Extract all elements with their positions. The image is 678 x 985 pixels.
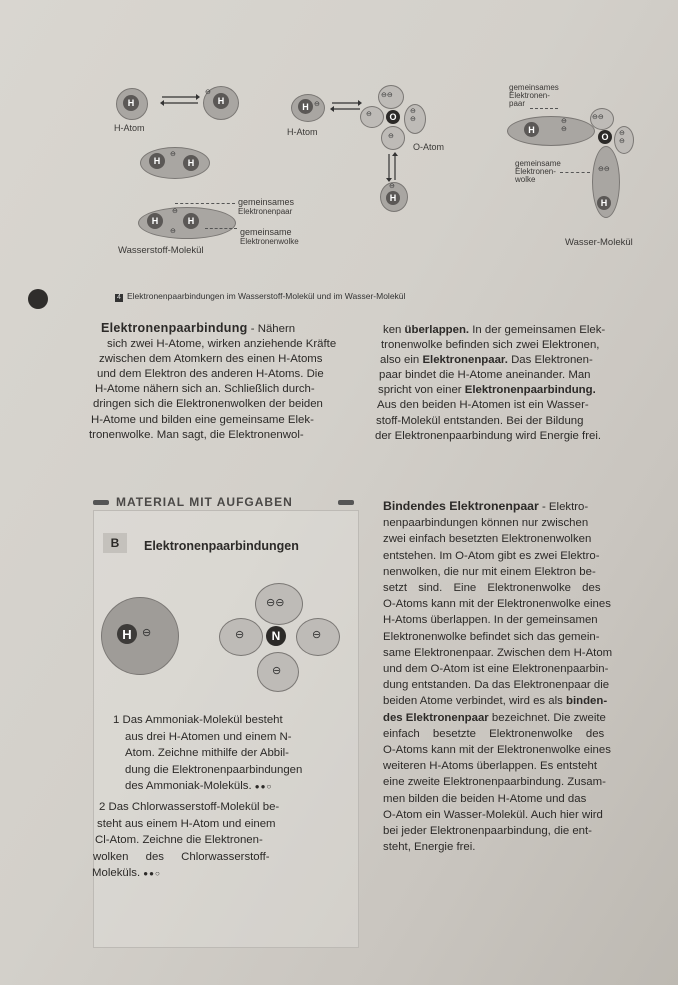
figure-number: 4 <box>115 294 123 302</box>
section-heading: Elektronenpaarbindung <box>101 321 248 335</box>
text-line: sich zwei H-Atome, wirken anziehende Kräfte <box>107 338 337 351</box>
leader-line <box>560 172 590 173</box>
electron-icon: ⊖ <box>172 208 178 215</box>
difficulty-indicator: ●●○ <box>254 782 273 791</box>
h-atom-nucleus: H <box>298 99 313 114</box>
electron-icon: ⊖ <box>170 151 176 158</box>
shared-cloud-label: gemeinsame Elektronenwolke <box>240 227 299 246</box>
material-heading-bar-right <box>338 500 354 505</box>
electron-icon: ⊖ ⊖ <box>619 130 625 145</box>
electron-icon: ⊖ <box>170 228 176 235</box>
h-atom-nucleus: H <box>213 93 229 109</box>
section-heading: Bindendes Elektronenpaar <box>383 499 539 513</box>
text-line: zwischen dem Atomkern des einen H-Atoms <box>99 353 323 366</box>
o-atom-label: O-Atom <box>413 142 445 152</box>
electron-icon: ⊖ <box>312 629 322 641</box>
material-box-tag: B <box>103 533 127 553</box>
electron-icon: ⊖ <box>235 629 245 641</box>
electron-icon: ⊖⊖ <box>592 114 604 121</box>
material-box-title: Elektronenpaarbindungen <box>144 539 299 553</box>
electron-icon: ⊖⊖ <box>598 166 610 173</box>
electron-icon: ⊖ <box>366 111 372 118</box>
h-electron-cloud <box>101 597 179 675</box>
hydrogen-molecule-label: Wasserstoff-Molekül <box>118 245 204 256</box>
leader-line <box>530 108 558 109</box>
h-atom-label: H-Atom <box>114 123 145 133</box>
o-atom-nucleus: O <box>598 130 612 144</box>
h-atom-nucleus: H <box>183 213 199 229</box>
electron-icon: ⊖ <box>205 89 211 96</box>
h-atom-nucleus: H <box>183 155 199 171</box>
text-line: tronenwolke. Man sagt, die Elektronenwol- <box>89 428 304 441</box>
water-shared-pair-label: gemeinsames Elektronen- paar <box>509 83 559 108</box>
h-atom-nucleus: H <box>524 122 539 137</box>
n-atom-nucleus: N <box>266 626 286 646</box>
electron-icon: ⊖ ⊖ <box>410 108 416 123</box>
right-body-text-bottom: Bindendes Elektronenpaar - Elektro- nenpaarbindungen können nur zwischen zwei einfach besetzten Elektronenwolken entstehen. Im O-Atom gibt es zwei Elektro- nenwolken, die nur mit einem Elektron be- setzt sind. Eine Elektronenwolke des O-Atoms kann mit der Elektronenwolke eines H-Atoms überlappen. In der gemeinsamen Elektronenwolke befindet sich das gemein- same Elektronenpaar. Zwischen dem H-Atom und dem O-Atom ist eine Elektronenpaarbin- dung entstanden. Da das Elektronenpaar die beiden Atome verbindet, wird es als binden- des Elektronenpaar bezeichnet. Die zweite einfach besetzte Elektronenwolke des O-Atoms kann mit der Elektronenwolke eines weiteren H-Atoms überlappen. Es entsteht eine zweite Elektronenpaarbindung. Zusam- men bilden die beiden H-Atome und das O-Atom ein Wasser-Molekül. Auch hier wird bei jeder Elektronenpaarbindung, die ent- steht, Energie frei. <box>383 499 613 854</box>
o-electron-cloud <box>360 106 384 128</box>
leader-line <box>175 203 235 204</box>
text-line: dringen sich die Elektronenwolken der beiden <box>93 398 323 411</box>
electron-icon: ⊖ <box>388 133 394 140</box>
electron-icon: ⊖ <box>389 183 395 190</box>
h-atom-nucleus: H <box>147 213 163 229</box>
leader-line <box>205 228 237 229</box>
water-shared-cloud-label: gemeinsame Elektronen- wolke <box>515 159 561 184</box>
electron-icon: ⊖ <box>314 101 320 108</box>
h-atom-nucleus: H <box>117 624 137 644</box>
text-line: H-Atome und bilden eine gemeinsame Elek- <box>91 413 314 426</box>
h-atom-nucleus: H <box>386 191 400 205</box>
water-molecule-label: Wasser-Molekül <box>565 237 633 248</box>
electron-icon: ⊖ ⊖ <box>561 118 567 133</box>
material-heading-bar-left <box>93 500 109 505</box>
h-atom-nucleus: H <box>123 95 139 111</box>
equilibrium-arrows-vertical <box>385 152 399 182</box>
bullet-decoration <box>28 289 48 309</box>
h-atom-nucleus: H <box>149 153 165 169</box>
o-atom-nucleus: O <box>386 110 400 124</box>
task-2: 2 Das Chlorwasserstoff-Molekül be- steht aus einem H-Atom und einem Cl-Atom. Zeichne die Elektronen- wolken des Chlorwasserstoff- Moleküls. ●●○ <box>92 801 280 879</box>
water-shared-cloud <box>507 116 595 146</box>
electron-icon: ⊖ <box>142 627 152 639</box>
task-1: 1 Das Ammoniak-Molekül besteht aus drei H-Atomen und einem N- Atom. Zeichne mithilfe der Abbil- dung die Elektronenpaarbindungen des Ammoniak-Moleküls. ●●○ <box>113 714 303 792</box>
equilibrium-arrows <box>160 93 200 107</box>
difficulty-indicator: ●●○ <box>143 869 161 878</box>
right-body-text-top: ken überlappen. In der gemeinsamen Elek- tronenwolke befinden sich zwei Elektronen, also ein Elektronenpaar. Das Elektronen- paar bindet die H-Atome aneinander. Man spricht von einer Elektronenpaarbindung. Aus den beiden H-Atomen ist ein Wasser- stoff-Molekül entstanden. Bei der Bildung der Elektronenpaarbindung wird Energie frei. <box>375 324 606 442</box>
electron-icon: ⊖⊖ <box>266 597 285 609</box>
h-atom-nucleus: H <box>597 196 611 210</box>
electron-icon: ⊖ <box>272 665 282 677</box>
shared-pair-label: gemeinsames Elektronenpaar <box>238 197 295 216</box>
equilibrium-arrows <box>330 99 362 113</box>
left-body-text: Elektronenpaarbindung - Nähern sich zwei H-Atome, wirken anziehende Kräfte zwischen dem Atomkern des einen H-Atoms und dem Elektron des anderen H-Atoms. Die H-Atome nähern sich an. Schließlich durch- dringen sich die Elektronenwolken der beiden H-Atome und bilden eine gemeinsame Elek- tronenwolke. Man sagt, die Elektronenwol- <box>101 321 336 443</box>
electron-icon: ⊖⊖ <box>381 92 393 99</box>
h-atom-label: H-Atom <box>287 127 318 137</box>
text-line: H-Atome nähern sich an. Schließlich durch- <box>95 383 315 396</box>
material-heading: MATERIAL MIT AUFGABEN <box>116 495 293 509</box>
text-line: und dem Elektron des anderen H-Atoms. Die <box>97 368 324 381</box>
figure-caption: 4 Elektronenpaarbindungen im Wasserstoff-Molekül und im Wasser-Molekül <box>115 291 405 302</box>
